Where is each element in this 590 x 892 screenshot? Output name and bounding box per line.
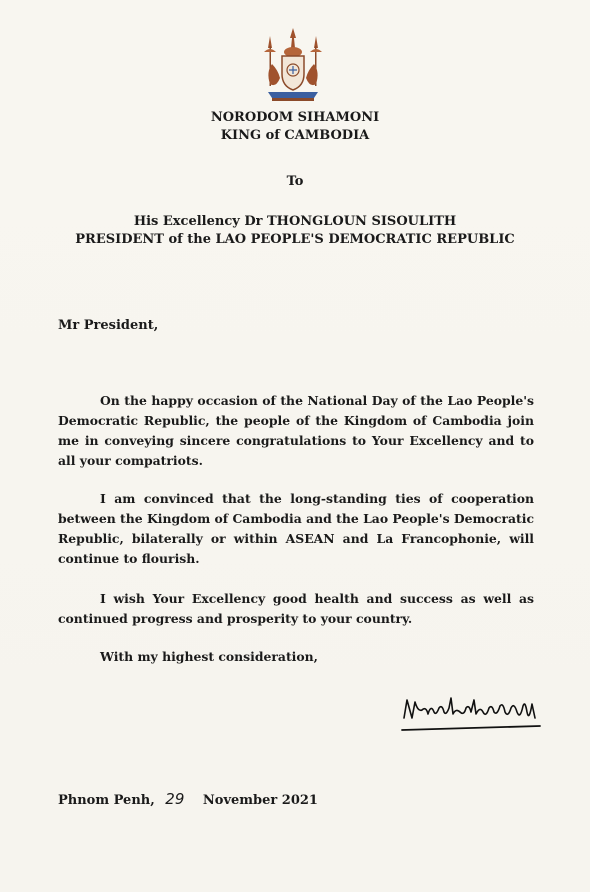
month-year: November 2021: [202, 793, 318, 808]
closing-line: With my highest consideration,: [100, 649, 318, 664]
sender-name: NORODOM SIHAMONI: [210, 110, 380, 125]
recipient-title: PRESIDENT of the LAO PEOPLE'S DEMOCRATIC REPUBLIC: [75, 232, 515, 247]
place-date-line: [58, 790, 318, 810]
paragraph-2: I am convinced that the long-standing ties of cooperation between the Kingdom of Cambodia and the Lao People's Democratic Republic, bilaterally or within ASEAN and La Francophonie, will continue to flourish.: [58, 491, 534, 566]
recipient-name: His Excellency Dr THONGLOUN SISOULITH: [133, 214, 457, 229]
salutation: Mr President,: [58, 318, 159, 333]
place: Phnom Penh,: [58, 793, 155, 808]
handwritten-signature: [398, 690, 548, 736]
handwritten-day: 29: [165, 790, 185, 808]
sender-title: KING of CAMBODIA: [220, 128, 370, 143]
paragraph-1: On the happy occasion of the National Day of the Lao People's Democratic Republic, the people of the Kingdom of Cambodia join me in conveying sincere congratulations to Your Excellency and to all your compatriots.: [58, 393, 534, 468]
to-label: To: [286, 174, 304, 189]
royal-crest-icon: [258, 26, 328, 106]
paragraph-3: I wish Your Excellency good health and success as well as continued progress and prosperity to your country.: [58, 591, 534, 626]
